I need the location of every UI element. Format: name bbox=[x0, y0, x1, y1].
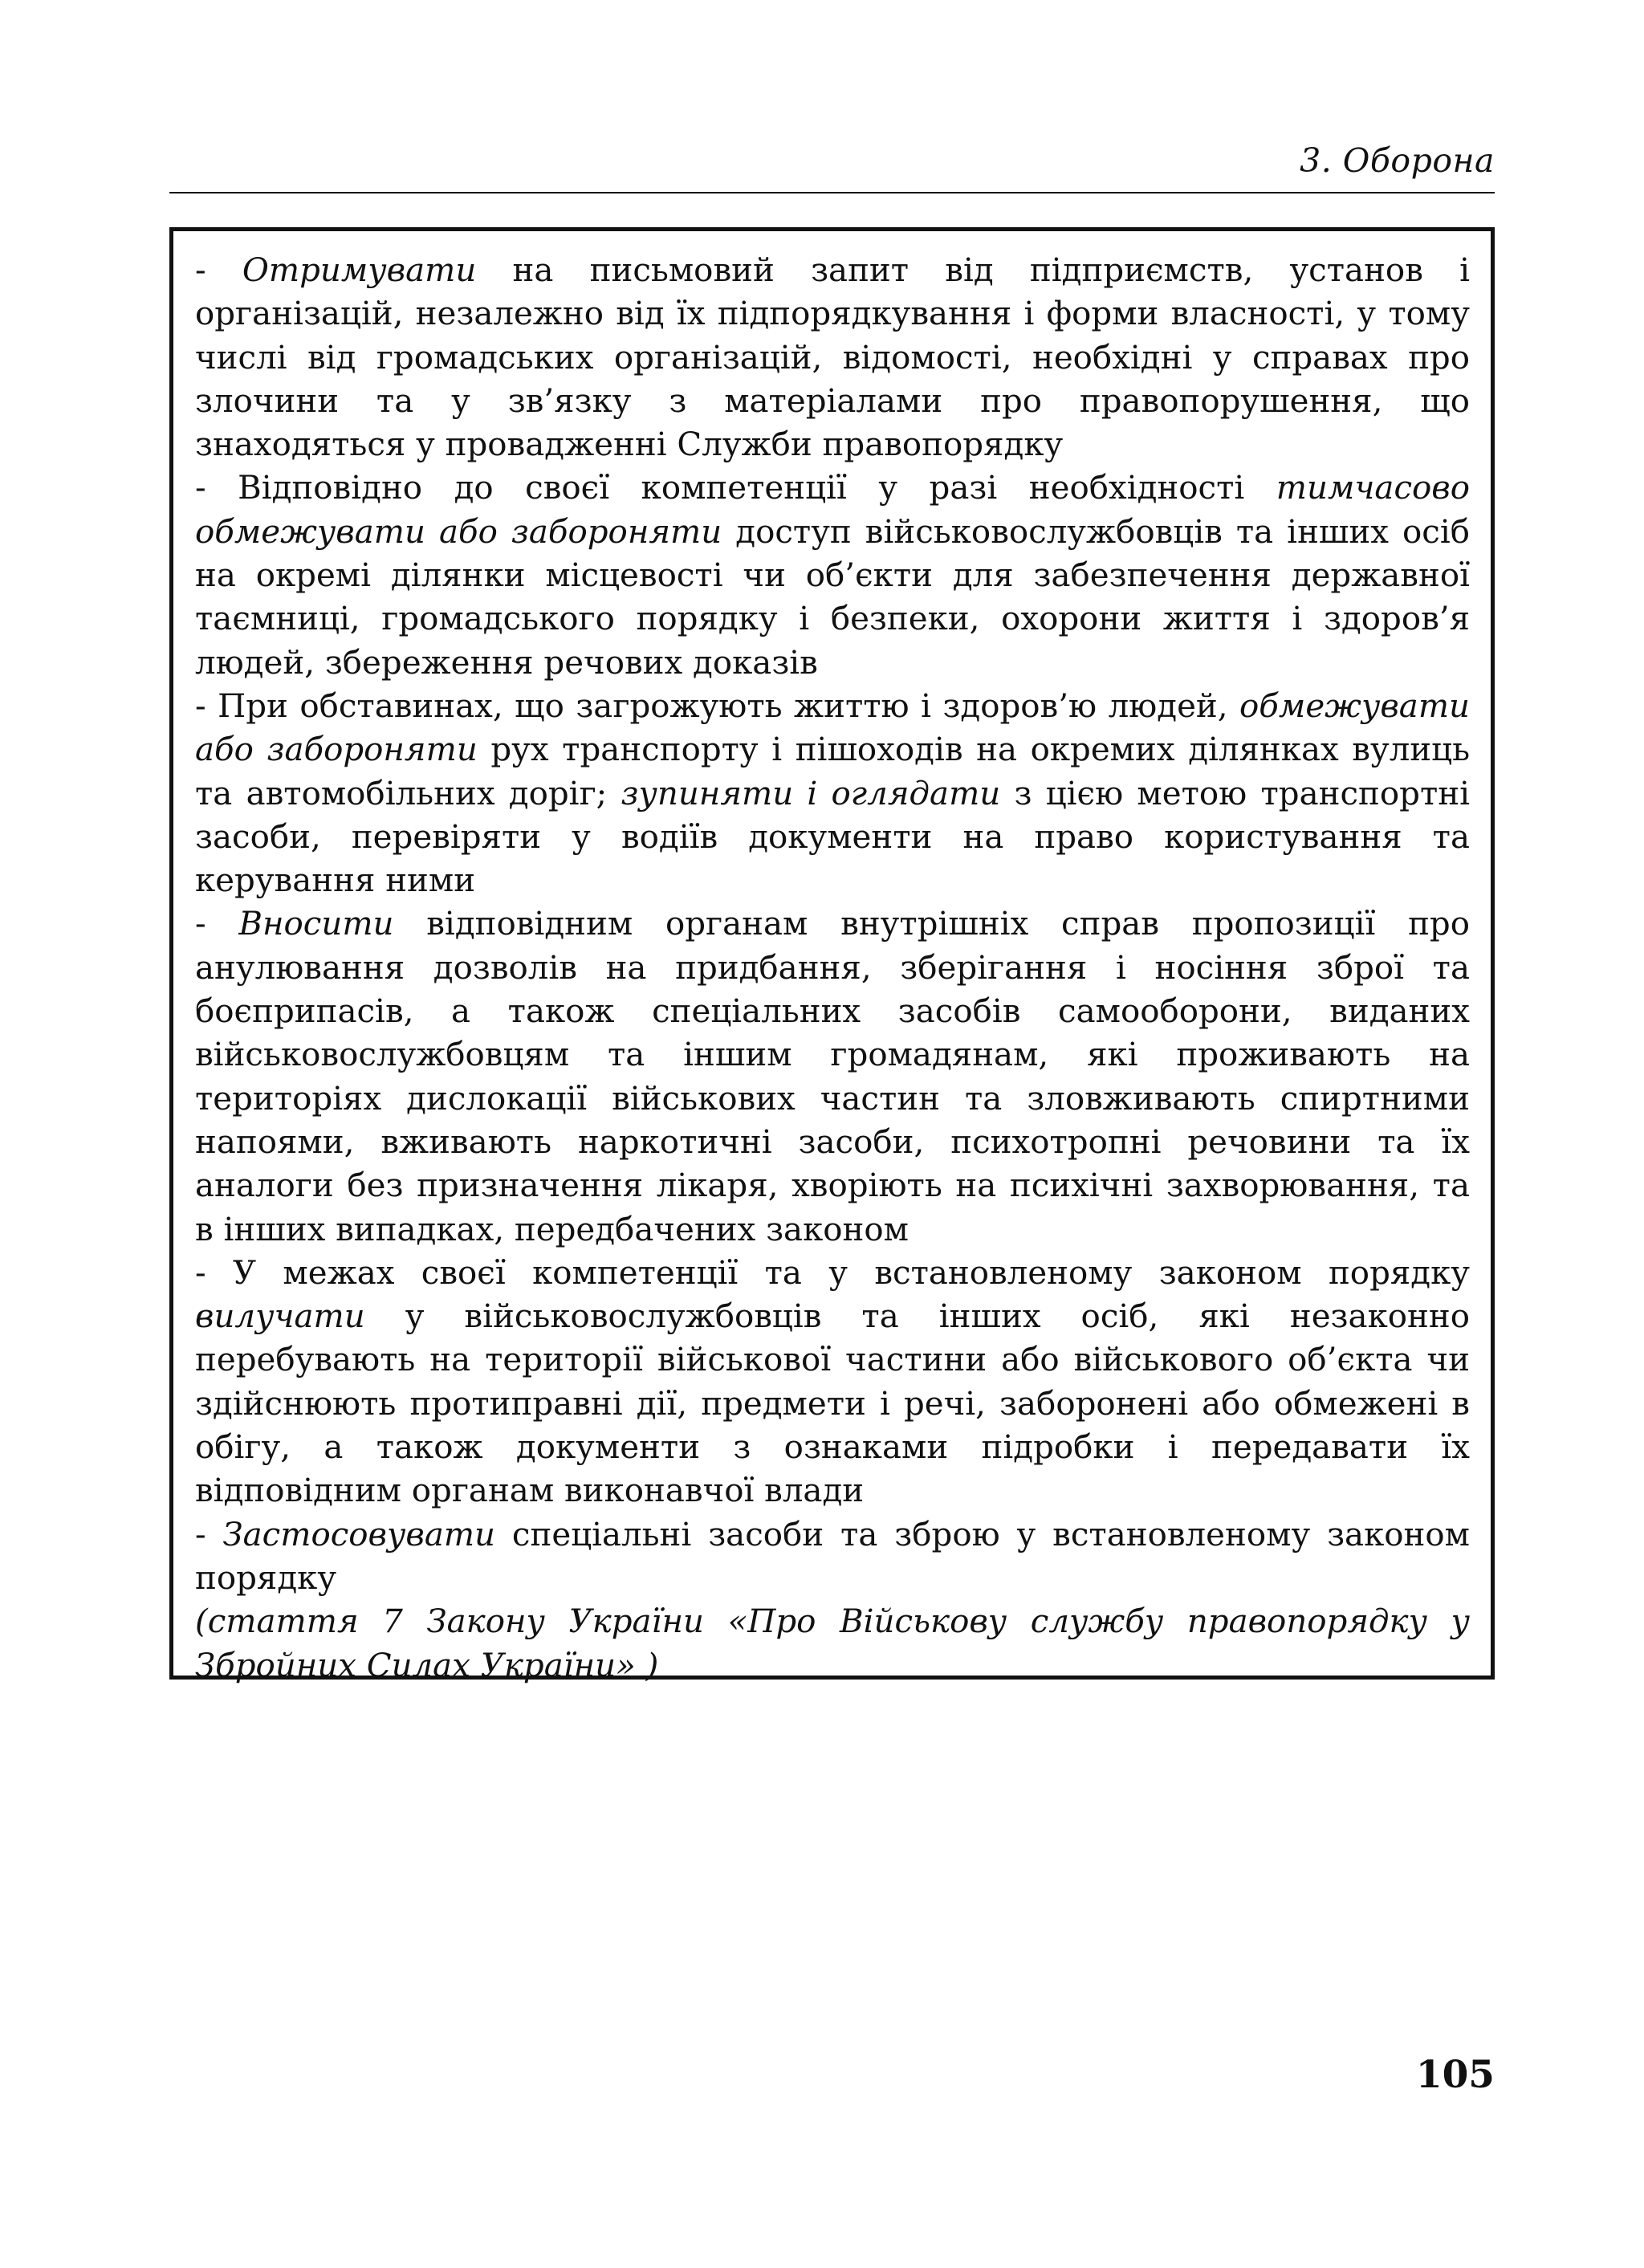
list-item-restrict-access bbox=[195, 466, 1470, 684]
item-dash: - bbox=[195, 251, 242, 289]
item-emphasis: Отримувати bbox=[242, 251, 477, 289]
law-source-citation: (стаття 7 Закону України «Про Військову службу правопорядку у Збройних Силах України» ) bbox=[195, 1602, 1470, 1684]
item-dash: - bbox=[195, 1253, 233, 1292]
list-item-obtain-information bbox=[195, 249, 1470, 466]
item-text: спеціальні засоби та зброю у встановленому законом порядку bbox=[195, 1515, 1470, 1597]
list-item-use-special-means bbox=[195, 1513, 1470, 1601]
item-emphasis: тимчасово обмежувати або забороняти bbox=[195, 469, 1470, 551]
header-rule bbox=[169, 192, 1495, 193]
item-text: на письмовий запит від підприємств, установ і організацій, незалежно від їх підпорядкування і форми власності, у тому числі від громадських організацій, відомості, необхідні у справах про злочини та у зв’язку з матеріалами про правопорушення, що знаходяться у провадженні Служби правопорядку bbox=[195, 251, 1470, 464]
item-lead-text: При обставинах, що загрожують життю і здоров’ю людей, bbox=[218, 686, 1240, 725]
list-item-submit-proposals bbox=[195, 902, 1470, 1251]
item-emphasis: Застосовувати bbox=[222, 1515, 496, 1553]
running-head-section-title: 3. Оборона bbox=[1300, 141, 1495, 180]
item-dash: - bbox=[195, 686, 218, 725]
item-text: відповідним органам внутрішніх справ пропозиції про анулювання дозволів на придбання, зберігання і носіння зброї та боєприпасів, а також спеціальних засобів самооборони, виданих військовослужбовцям та іншим громадянам, які проживають на територіях дислокації військових частин та зловживають спиртними напоями, вживають наркотичні засоби, психотропні речовини та їх аналоги без призначення лікаря, хворіють на психічні захворювання, та в інших випадках, передбачених законом bbox=[195, 905, 1470, 1248]
item-dash: - bbox=[195, 905, 239, 943]
item-emphasis: обмежувати або забороняти bbox=[195, 686, 1470, 769]
item-lead-text: У межах своєї компетенції та у встановленому законом порядку bbox=[232, 1253, 1470, 1292]
item-middle-text: рух транспорту і пішоходів на окремих ділянках вулиць та автомобільних доріг; bbox=[195, 731, 1471, 812]
item-lead-text: Відповідно до своєї компетенції у разі необхідності bbox=[238, 469, 1276, 507]
item-text: доступ військовослужбовців та інших осіб на окремі ділянки місцевості чи об’єкти для забезпечення державної таємниці, громадського порядку і безпеки, охорони життя і здоров’я людей, збереження речових доказів bbox=[195, 512, 1470, 682]
item-dash: - bbox=[195, 1515, 223, 1553]
list-item-seize-items bbox=[195, 1252, 1470, 1513]
item-text: з цією метою транспортні засоби, перевіряти у водіїв документи на право користування та керування ними bbox=[195, 774, 1470, 900]
item-emphasis: Вносити bbox=[238, 905, 394, 943]
page-number: 105 bbox=[1415, 2053, 1495, 2097]
item-text: у військовослужбовців та інших осіб, які незаконно перебувають на території військової частини або військового об’єкта чи здійснюють протиправні дії, предмети і речі, заборонені або обмежені в обігу, а також документи з ознаками підробки і передавати їх відповідним органам виконавчої влади bbox=[195, 1297, 1470, 1510]
list-item-restrict-traffic bbox=[195, 685, 1470, 902]
item-emphasis-second: зупиняти і оглядати bbox=[621, 774, 1001, 812]
framed-text-box bbox=[169, 227, 1495, 1684]
item-emphasis: вилучати bbox=[195, 1297, 365, 1336]
item-dash: - bbox=[195, 469, 238, 507]
